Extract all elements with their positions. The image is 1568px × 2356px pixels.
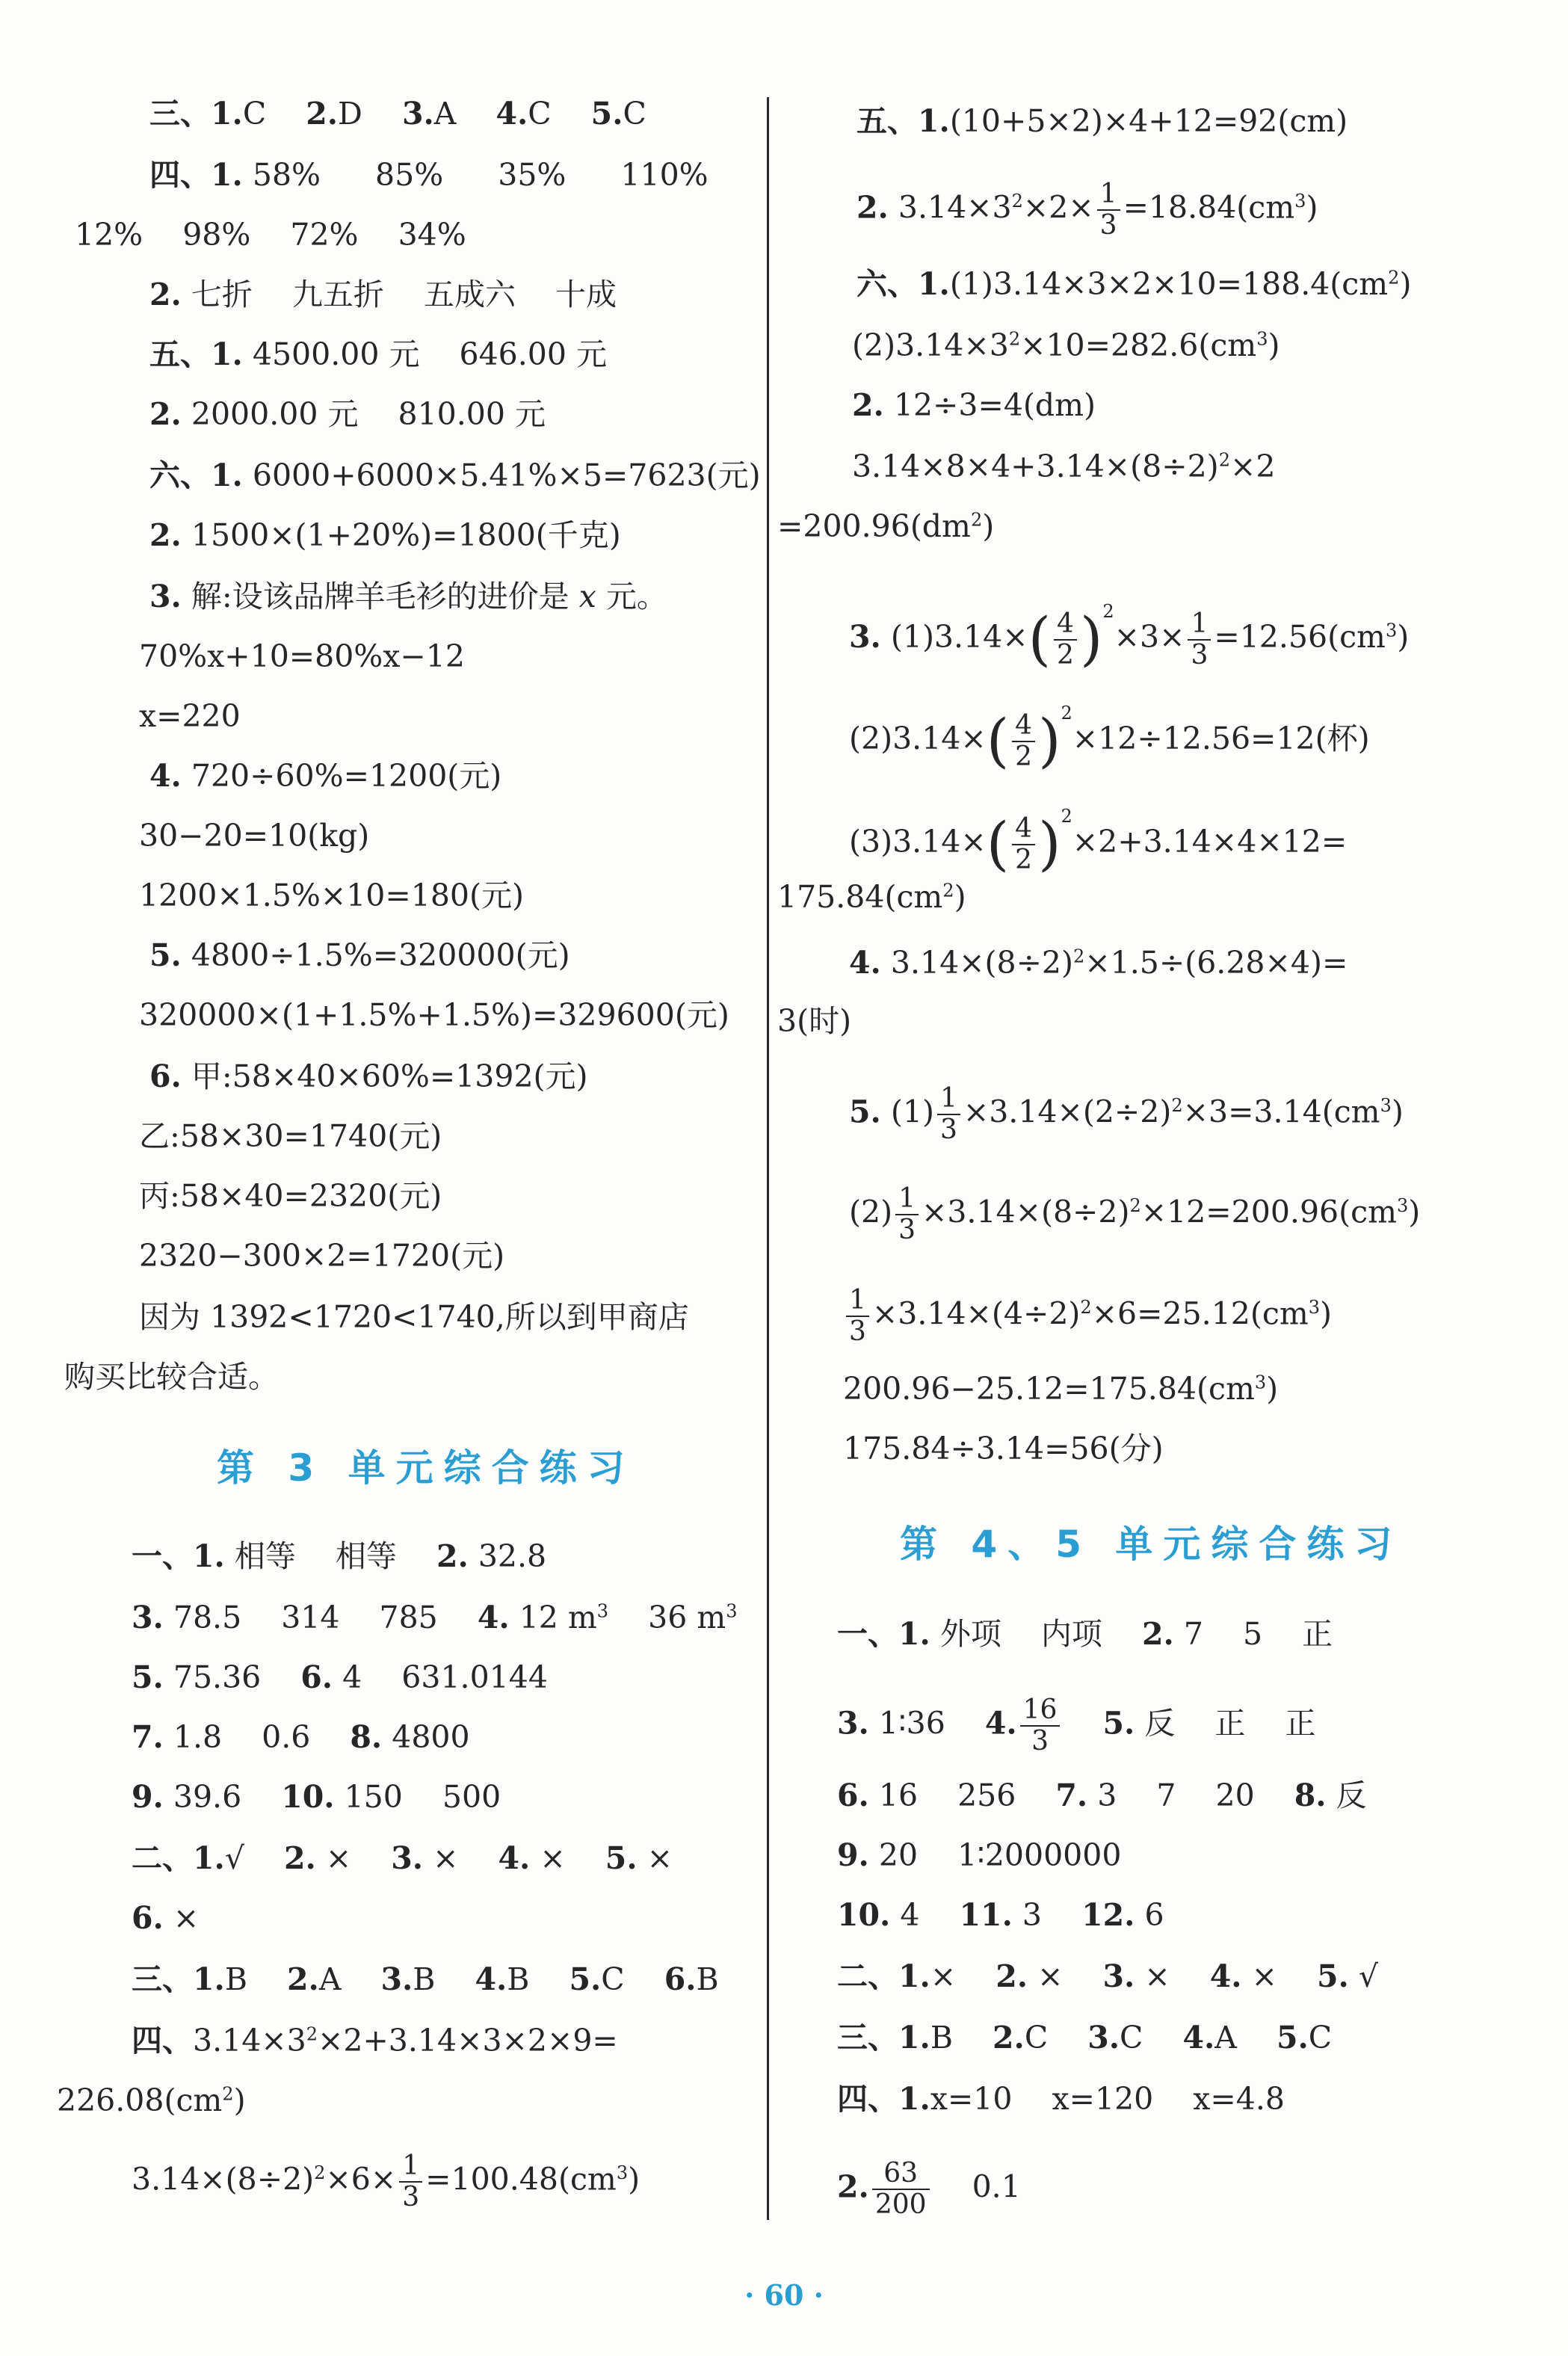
answer-line: 9. 20 1∶2000000 (837, 1837, 1122, 1873)
section-heading: 第 3 单元综合练习 (217, 1446, 635, 1490)
answer-line: 三、1.B 2.A 3.B 4.B 5.C 6.B (132, 1961, 719, 1997)
answer-line: 五、1. 4500.00 元 646.00 元 (149, 336, 607, 372)
answer-line: $3.14\times 8\times 4+3.14\times(8\div 2)^2\times 2$ (852, 448, 1276, 484)
answer-line: $175.84(cm^2)$ (777, 879, 966, 915)
answer-line: (2)3.14×( $\frac{4}{2}$ )$^2$×12÷12.56=12(杯) (849, 703, 1370, 775)
answer-line: 一、1. 外项 内项 2. 7 5 正 (837, 1616, 1333, 1652)
fraction: $\frac{63}{200}$ (872, 2159, 930, 2220)
fraction: $\frac{4}{2}$ (1054, 609, 1077, 670)
fraction: $\frac{4}{2}$ (1012, 711, 1035, 772)
answer-line: 六、$1.(1)3.14\times 3\times 2\times 10=188.4(cm^2)$ (856, 266, 1412, 302)
answer-line: 3. 解:设该品牌羊毛衫的进价是 x 元。 (149, 579, 667, 614)
answer-line: 2. 1500×(1+20%)=1800(千克) (149, 517, 621, 553)
answer-line: 2. 2000.00 元 810.00 元 (149, 396, 546, 432)
answer-line: 2. $3.14\times 3^2\times 2\times$ $\frac{1}{3}$ $=18.84(cm^3)$ (856, 179, 1318, 241)
fraction: $\frac{4}{2}$ (1012, 814, 1035, 875)
page-number: · 60 · (744, 2278, 824, 2312)
answer-line: 1200×1.5%×10=180(元) (139, 878, 524, 913)
answer-line: 30−20=10(kg) (139, 818, 370, 854)
answer-line: 4. $3.14\times(8\div 2)^2\times 1.5\div(6.28\times 4)=$ (849, 945, 1348, 981)
answer-line: 6. × (132, 1900, 200, 1936)
answer-line: $200.96-25.12=175.84(cm^3)$ (843, 1371, 1279, 1407)
section-heading: 第 4、5 单元综合练习 (900, 1523, 1403, 1566)
fraction: $\frac{1}{3}$ (1188, 609, 1211, 670)
answer-line: 四、1. 58% 85% 35% 110% (149, 157, 709, 193)
answer-line: 10. 4 11. 3 12. 6 (837, 1897, 1164, 1933)
answer-line: 2320−300×2=1720(元) (139, 1238, 505, 1274)
answer-line: 2. 12÷3=4(dm) (852, 387, 1096, 423)
answer-line: 12% 98% 72% 34% (75, 217, 466, 253)
answer-line: 9. 39.6 10. 150 500 (132, 1779, 501, 1815)
answer-line: 2. 七折 九五折 五成六 十成 (149, 277, 617, 312)
answer-line: 3. (1)3.14×( $\frac{4}{2}$ )$^2$×3× $\frac{1}{3}$ $=12.56(cm^3)$ (849, 601, 1410, 673)
answer-line: $226.08(cm^2)$ (57, 2082, 246, 2118)
fraction: $\frac{1}{3}$ (937, 1084, 960, 1145)
fraction: $\frac{1}{3}$ (895, 1184, 919, 1245)
answer-line: 3(时) (777, 1003, 852, 1039)
answer-line: $(2)3.14\times 3^2\times 10=282.6(cm^3)$ (852, 327, 1280, 363)
answer-line: 购买比较合适。 (64, 1359, 279, 1395)
answer-line: 4. 720÷60%=1200(元) (149, 758, 502, 794)
answer-line: 320000×(1+1.5%+1.5%)=329600(元) (139, 997, 729, 1033)
answer-line: 三、1.C 2.D 3.A 4.C 5.C (149, 96, 646, 132)
answer-line: $\frac{1}{3}$ $\times 3.14\times(4\div 2)^2\times 6=25.12(cm^3)$ (843, 1286, 1332, 1347)
fraction: $\frac{1}{3}$ (846, 1286, 869, 1347)
fraction: $\frac{16}{3}$ (1020, 1695, 1061, 1757)
answer-line: 乙:58×30=1740(元) (139, 1118, 442, 1154)
column-divider (767, 97, 769, 2220)
answer-line: 70%x+10=80%x−12 (139, 638, 465, 674)
answer-line: 二、1.√ 2. × 3. × 4. × 5. × (132, 1840, 673, 1876)
answer-line: (2) $\frac{1}{3}$ $\times 3.14\times(8\div 2)^2\times 12=200.96(cm^3)$ (849, 1183, 1421, 1245)
answer-line: 四、$3.14\times 3^2\times 2+3.14\times 3\times 2\times 9=$ (132, 2023, 618, 2059)
answer-line: 三、1.B 2.C 3.C 4.A 5.C (837, 2020, 1333, 2056)
answer-line: 二、1.× 2. × 3. × 4. × 5. √ (837, 1958, 1379, 1994)
answer-line: 5. 4800÷1.5%=320000(元) (149, 937, 570, 973)
answer-line: 2. $\frac{63}{200}$ 0.1 (837, 2158, 1021, 2220)
answer-line: $3.14\times(8\div 2)^2\times 6\times$ $\frac{1}{3}$ $=100.48(cm^3)$ (132, 2150, 641, 2212)
answer-line: $=200.96(dm^2)$ (777, 508, 995, 544)
answer-line: 一、1. 相等 相等 2. 32.8 (132, 1538, 547, 1574)
answer-line: 175.84÷3.14=56(分) (843, 1431, 1164, 1467)
answer-line: (3)3.14×( $\frac{4}{2}$ )$^2$×2+3.14×4×12= (849, 806, 1348, 878)
answer-line: 5. 75.36 6. 4 631.0144 (132, 1659, 548, 1695)
answer-line: 3. 1∶36 4. $\frac{16}{3}$ 5. 反 正 正 (837, 1694, 1316, 1757)
answer-line: 因为 1392<1720<1740,所以到甲商店 (139, 1299, 689, 1335)
answer-line: 丙:58×40=2320(元) (139, 1178, 442, 1214)
fraction: $\frac{1}{3}$ (399, 2151, 422, 2212)
answer-line: 四、1.x=10 x=120 x=4.8 (837, 2081, 1285, 2117)
answer-line: x=220 (139, 698, 241, 734)
answer-line: 3. 78.5 314 785 4. 12 $m^3$ 36 $m^3$ (132, 1600, 738, 1635)
answer-line: 6. 16 256 7. 3 7 20 8. 反 (837, 1777, 1367, 1813)
answer-line: 六、1. 6000+6000×5.41%×5=7623(元) (149, 457, 761, 493)
fraction: $\frac{1}{3}$ (1097, 179, 1120, 241)
answer-line: 7. 1.8 0.6 8. 4800 (132, 1719, 470, 1755)
answer-line: 6. 甲:58×40×60%=1392(元) (149, 1058, 588, 1094)
answer-line: 五、1.(10+5×2)×4+12=92(cm) (856, 103, 1348, 139)
answer-line: 5. (1) $\frac{1}{3}$ $\times 3.14\times(2\div 2)^2\times 3=3.14(cm^3)$ (849, 1083, 1404, 1145)
